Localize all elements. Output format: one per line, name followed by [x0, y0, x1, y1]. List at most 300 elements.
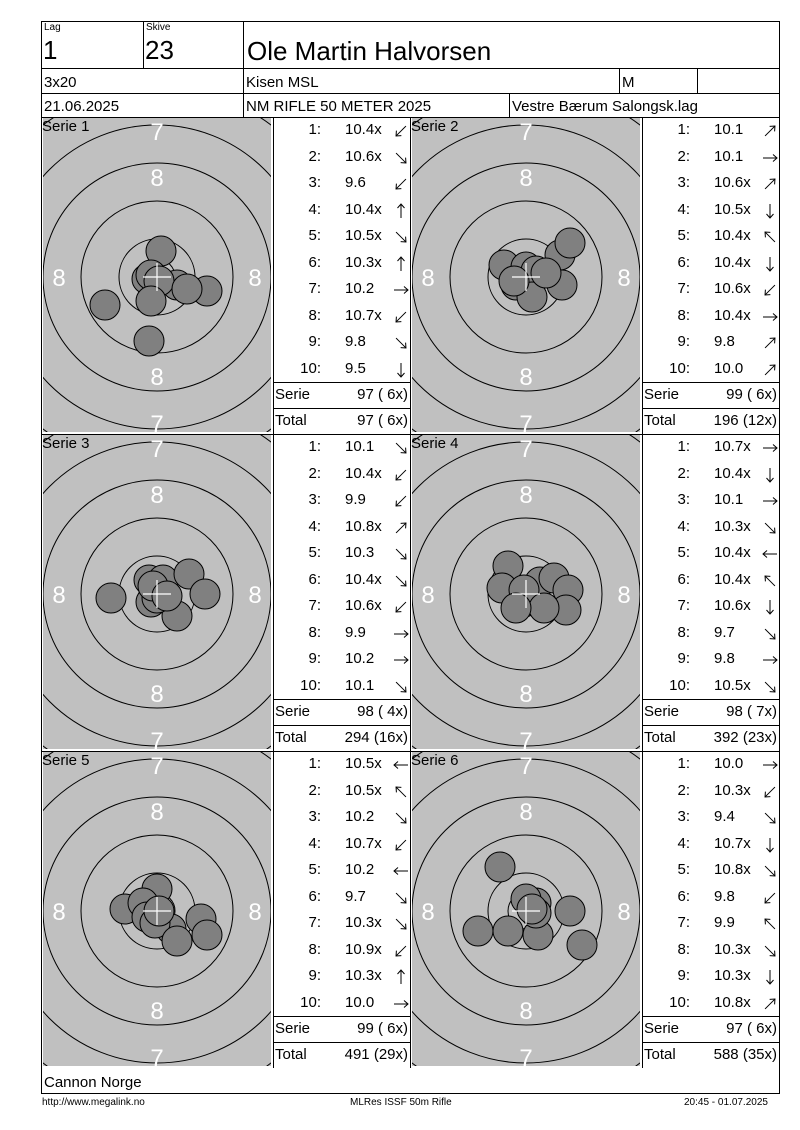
serie-sum — [273, 703, 410, 727]
shot-value: 10.3x — [345, 967, 382, 984]
shot-value: 10.1 — [714, 121, 744, 138]
shot-number: 4: — [308, 517, 321, 535]
shot-number: 1: — [677, 438, 690, 455]
shot-row — [648, 967, 778, 993]
ring-number: 8 — [150, 482, 164, 509]
direction-arrow-icon — [760, 625, 780, 643]
shot-row — [648, 280, 778, 306]
shot-row — [279, 121, 409, 147]
direction-arrow-icon — [391, 255, 411, 273]
shot-value: 10.0 — [714, 359, 744, 377]
serie-total-value: 294 (16x) — [344, 729, 408, 746]
shot-number: 3: — [677, 174, 690, 191]
direction-arrow-icon — [760, 572, 780, 590]
series-label: Serie 6 — [411, 752, 459, 769]
ring-number: 8 — [519, 165, 533, 192]
shot-hole — [517, 894, 547, 924]
direction-arrow-icon — [391, 281, 411, 299]
ring-number: 8 — [519, 681, 533, 708]
serie-total-label: Total — [644, 1046, 676, 1063]
shot-number: 5: — [677, 227, 690, 244]
shot-number: 7: — [308, 597, 321, 614]
shot-row — [648, 491, 778, 517]
header-block — [41, 21, 779, 117]
direction-arrow-icon — [760, 281, 780, 299]
shot-number: 8: — [308, 623, 321, 641]
club-short: Kisen MSL — [246, 74, 319, 91]
lag-value: 1 — [43, 35, 58, 65]
shot-hole — [172, 274, 202, 304]
serie-total-label: Total — [275, 1046, 307, 1063]
serie-sum-value: 98 ( 7x) — [726, 703, 777, 720]
club-name: Vestre Bærum Salongsk.lag — [512, 98, 698, 115]
shot-number: 8: — [677, 940, 690, 958]
shot-value: 10.6x — [345, 597, 382, 614]
footer-url[interactable]: http://www.megalink.no — [42, 1097, 145, 1108]
direction-arrow-icon — [760, 889, 780, 907]
shot-row — [648, 174, 778, 200]
shot-row — [279, 597, 409, 623]
direction-arrow-icon — [391, 122, 411, 140]
shot-value: 10.4x — [714, 544, 751, 561]
shot-row — [279, 888, 409, 914]
serie-sum-value: 97 ( 6x) — [357, 386, 408, 403]
shot-row — [279, 201, 409, 227]
direction-arrow-icon — [391, 334, 411, 352]
direction-arrow-icon — [391, 361, 411, 379]
direction-arrow-icon — [391, 836, 411, 854]
shot-row — [279, 941, 409, 967]
shot-number: 3: — [308, 808, 321, 825]
shot-value: 10.1 — [714, 491, 744, 508]
shot-row — [648, 624, 778, 650]
direction-arrow-icon — [760, 466, 780, 484]
serie-sum — [642, 1020, 779, 1044]
direction-arrow-icon — [391, 466, 411, 484]
shot-number: 8: — [677, 623, 690, 641]
shot-number: 10: — [669, 993, 690, 1011]
shot-value: 10.1 — [345, 676, 375, 694]
ring-number: 7 — [519, 1045, 533, 1066]
shot-row — [279, 280, 409, 306]
ring-number: 8 — [52, 899, 66, 926]
serie-total-value: 97 ( 6x) — [357, 412, 408, 429]
ring-number: 7 — [150, 1045, 164, 1066]
direction-arrow-icon — [391, 492, 411, 510]
serie-sum — [273, 1020, 410, 1044]
shot-number: 5: — [308, 544, 321, 561]
direction-arrow-icon — [760, 149, 780, 167]
direction-arrow-icon — [391, 519, 411, 537]
ring-number: 8 — [617, 582, 631, 609]
series-label: Serie 2 — [411, 118, 459, 135]
shot-value: 10.2 — [345, 861, 375, 878]
serie-total — [642, 729, 779, 753]
shot-row — [648, 755, 778, 781]
direction-arrow-icon — [391, 783, 411, 801]
direction-arrow-icon — [391, 968, 411, 986]
shot-row — [279, 518, 409, 544]
direction-arrow-icon — [391, 598, 411, 616]
shot-value: 10.6x — [714, 280, 751, 297]
ring-number: 8 — [617, 899, 631, 926]
shot-value: 10.3 — [345, 544, 375, 561]
serie-total-value: 196 (12x) — [713, 412, 777, 429]
serie-total — [273, 412, 410, 436]
ring-number: 7 — [150, 728, 164, 749]
shot-value: 9.7 — [714, 623, 735, 641]
shot-number: 8: — [308, 306, 321, 324]
ring-number: 7 — [519, 753, 533, 780]
serie-total — [273, 729, 410, 753]
ring-number: 7 — [150, 436, 164, 463]
shot-row — [648, 808, 778, 834]
shot-value: 9.7 — [345, 887, 366, 905]
shot-hole — [555, 228, 585, 258]
shot-value: 10.5x — [345, 227, 382, 244]
direction-arrow-icon — [760, 836, 780, 854]
shot-hole — [493, 916, 523, 946]
shot-value: 10.3x — [714, 781, 751, 799]
shot-row — [279, 835, 409, 861]
shot-row — [648, 227, 778, 253]
skive-value: 23 — [145, 35, 174, 65]
footer-block — [41, 1068, 780, 1094]
ring-number: 7 — [519, 119, 533, 146]
ring-number: 8 — [248, 899, 262, 926]
shot-value: 9.8 — [345, 333, 366, 350]
series-label: Serie 3 — [42, 435, 90, 452]
direction-arrow-icon — [760, 439, 780, 457]
shot-row — [279, 571, 409, 597]
shot-number: 4: — [677, 200, 690, 218]
shot-value: 10.7x — [714, 438, 751, 455]
direction-arrow-icon — [391, 862, 411, 880]
shot-number: 9: — [677, 967, 690, 984]
shot-row — [279, 254, 409, 280]
shot-hole — [463, 916, 493, 946]
ring-number: 8 — [150, 998, 164, 1025]
shot-value: 10.5x — [345, 781, 382, 799]
shot-value: 10.6x — [714, 597, 751, 614]
sponsor: Cannon Norge — [44, 1074, 142, 1091]
shot-number: 7: — [677, 280, 690, 297]
shot-row — [648, 835, 778, 861]
ring-number: 7 — [150, 119, 164, 146]
direction-arrow-icon — [391, 149, 411, 167]
shot-value: 9.8 — [714, 650, 735, 667]
direction-arrow-icon — [391, 228, 411, 246]
shot-value: 10.9x — [345, 940, 382, 958]
direction-arrow-icon — [760, 995, 780, 1013]
serie-total-value: 491 (29x) — [344, 1046, 408, 1063]
serie-sum-label: Serie — [275, 386, 311, 403]
shot-number: 7: — [308, 914, 321, 931]
shot-number: 6: — [308, 253, 321, 271]
shot-number: 7: — [677, 597, 690, 614]
serie-total-value: 588 (35x) — [713, 1046, 777, 1063]
direction-arrow-icon — [391, 545, 411, 563]
shot-value: 10.4x — [714, 227, 751, 244]
shot-value: 10.1 — [714, 147, 744, 165]
direction-arrow-icon — [391, 809, 411, 827]
ring-number: 8 — [421, 899, 435, 926]
serie-total-label: Total — [644, 412, 676, 429]
shot-hole — [531, 258, 561, 288]
shot-value: 10.3x — [714, 940, 751, 958]
shot-row — [279, 544, 409, 570]
shooter-name: Ole Martin Halvorsen — [247, 36, 492, 66]
shot-hole — [162, 926, 192, 956]
shot-number: 2: — [308, 781, 321, 799]
serie-sum-value: 99 ( 6x) — [357, 1020, 408, 1037]
direction-arrow-icon — [760, 862, 780, 880]
shot-number: 5: — [677, 861, 690, 878]
ring-number: 7 — [519, 411, 533, 432]
direction-arrow-icon — [760, 598, 780, 616]
direction-arrow-icon — [391, 915, 411, 933]
shot-value: 10.8x — [714, 861, 751, 878]
direction-arrow-icon — [760, 492, 780, 510]
direction-arrow-icon — [760, 122, 780, 140]
shot-number: 7: — [308, 280, 321, 297]
direction-arrow-icon — [760, 255, 780, 273]
direction-arrow-icon — [760, 678, 780, 696]
shot-value: 9.8 — [714, 887, 735, 905]
shot-number: 1: — [308, 121, 321, 138]
shot-number: 9: — [308, 650, 321, 667]
shot-value: 10.2 — [345, 650, 375, 667]
shot-value: 10.7x — [345, 834, 382, 852]
shot-value: 10.4x — [714, 570, 751, 588]
direction-arrow-icon — [391, 439, 411, 457]
ring-number: 7 — [519, 728, 533, 749]
shot-number: 6: — [677, 253, 690, 271]
shot-row — [279, 861, 409, 887]
shot-number: 3: — [677, 491, 690, 508]
shot-value: 10.4x — [345, 200, 382, 218]
serie-sum — [273, 386, 410, 410]
direction-arrow-icon — [760, 175, 780, 193]
shot-number: 4: — [308, 200, 321, 218]
direction-arrow-icon — [760, 756, 780, 774]
shot-value: 10.4x — [345, 121, 382, 138]
ring-number: 8 — [52, 582, 66, 609]
shot-hole — [499, 266, 529, 296]
shot-value: 10.3x — [714, 517, 751, 535]
target-serie-6 — [412, 752, 640, 1066]
direction-arrow-icon — [760, 651, 780, 669]
shot-number: 1: — [308, 438, 321, 455]
shot-number: 1: — [308, 755, 321, 772]
series-label: Serie 1 — [42, 118, 90, 135]
shot-number: 10: — [669, 359, 690, 377]
serie-sum-label: Serie — [644, 386, 680, 403]
direction-arrow-icon — [760, 783, 780, 801]
shot-row — [648, 465, 778, 491]
direction-arrow-icon — [760, 968, 780, 986]
event-name: NM RIFLE 50 METER 2025 — [246, 98, 432, 115]
serie-total — [273, 1046, 410, 1070]
shot-value: 10.5x — [714, 200, 751, 218]
shot-number: 6: — [677, 570, 690, 588]
direction-arrow-icon — [760, 942, 780, 960]
shot-value: 10.5x — [714, 676, 751, 694]
direction-arrow-icon — [760, 202, 780, 220]
shot-row — [648, 650, 778, 676]
shot-row — [648, 782, 778, 808]
shot-value: 10.4x — [714, 464, 751, 482]
date: 21.06.2025 — [44, 98, 120, 115]
ring-number: 8 — [150, 165, 164, 192]
shot-value: 9.9 — [345, 491, 366, 508]
shot-number: 8: — [677, 306, 690, 324]
shot-value: 10.4x — [714, 306, 751, 324]
shot-number: 7: — [677, 914, 690, 931]
shot-hole — [192, 920, 222, 950]
shot-row — [648, 438, 778, 464]
shot-number: 10: — [300, 676, 321, 694]
shot-row — [648, 888, 778, 914]
shot-value: 10.6x — [345, 147, 382, 165]
direction-arrow-icon — [391, 651, 411, 669]
direction-arrow-icon — [391, 995, 411, 1013]
series-grid — [41, 117, 780, 1068]
ring-number: 8 — [617, 265, 631, 292]
serie-total-label: Total — [275, 729, 307, 746]
shot-row — [648, 941, 778, 967]
shot-value: 9.4 — [714, 808, 735, 825]
shot-value: 10.7x — [345, 306, 382, 324]
series-label: Serie 5 — [42, 752, 90, 769]
shot-row — [279, 624, 409, 650]
shot-number: 5: — [308, 227, 321, 244]
shot-hole — [136, 286, 166, 316]
shot-value: 10.3x — [345, 914, 382, 931]
shot-row — [648, 307, 778, 333]
shot-hole — [96, 583, 126, 613]
serie-sum-label: Serie — [644, 1020, 680, 1037]
footer-printed: 20:45 - 01.07.2025 — [684, 1097, 768, 1108]
shot-row — [648, 597, 778, 623]
shot-row — [279, 782, 409, 808]
shot-hole — [134, 326, 164, 356]
direction-arrow-icon — [760, 334, 780, 352]
shot-value: 9.9 — [345, 623, 366, 641]
direction-arrow-icon — [391, 175, 411, 193]
serie-sum-label: Serie — [275, 703, 311, 720]
shot-number: 9: — [677, 333, 690, 350]
shot-hole — [485, 852, 515, 882]
shot-number: 9: — [308, 333, 321, 350]
shot-row — [279, 333, 409, 359]
direction-arrow-icon — [391, 942, 411, 960]
ring-number: 8 — [519, 998, 533, 1025]
shot-row — [279, 491, 409, 517]
direction-arrow-icon — [391, 678, 411, 696]
serie-sum-value: 98 ( 4x) — [357, 703, 408, 720]
serie-sum-label: Serie — [644, 703, 680, 720]
lag-label: Lag — [44, 22, 61, 33]
shot-row — [648, 148, 778, 174]
shot-row — [279, 967, 409, 993]
shot-number: 1: — [677, 755, 690, 772]
shot-value: 10.0 — [345, 993, 375, 1011]
shot-number: 10: — [300, 359, 321, 377]
ring-number: 8 — [519, 799, 533, 826]
shot-value: 10.5x — [345, 755, 382, 772]
shot-value: 10.3x — [345, 253, 382, 271]
serie-total-label: Total — [644, 729, 676, 746]
shot-row — [279, 438, 409, 464]
shot-row — [279, 650, 409, 676]
serie-sum-label: Serie — [275, 1020, 311, 1037]
shot-row — [648, 861, 778, 887]
direction-arrow-icon — [760, 308, 780, 326]
shot-value: 10.2 — [345, 280, 375, 297]
shot-value: 9.6 — [345, 174, 366, 191]
shot-value: 10.8x — [714, 993, 751, 1011]
serie-sum — [642, 703, 779, 727]
shot-hole — [90, 290, 120, 320]
shot-value: 9.9 — [714, 914, 735, 931]
ring-number: 7 — [519, 436, 533, 463]
shot-row — [648, 254, 778, 280]
direction-arrow-icon — [760, 545, 780, 563]
shot-row — [279, 174, 409, 200]
skive-label: Skive — [146, 22, 171, 33]
shot-number: 10: — [669, 676, 690, 694]
shot-number: 3: — [677, 808, 690, 825]
shot-hole — [529, 593, 559, 623]
ring-number: 8 — [248, 265, 262, 292]
shot-number: 5: — [308, 861, 321, 878]
serie-sum-value: 97 ( 6x) — [726, 1020, 777, 1037]
ring-number: 8 — [248, 582, 262, 609]
ring-number: 8 — [421, 265, 435, 292]
shot-value: 10.8x — [345, 517, 382, 535]
shot-value: 10.2 — [345, 808, 375, 825]
shot-row — [279, 227, 409, 253]
shot-number: 10: — [300, 993, 321, 1011]
program: 3x20 — [44, 74, 77, 91]
shot-value: 10.1 — [345, 438, 375, 455]
shot-number: 4: — [677, 517, 690, 535]
shot-row — [648, 333, 778, 359]
shot-number: 2: — [308, 464, 321, 482]
shot-number: 8: — [308, 940, 321, 958]
shot-value: 10.6x — [714, 174, 751, 191]
shot-hole — [190, 579, 220, 609]
shot-value: 10.4x — [714, 253, 751, 271]
ring-number: 8 — [519, 364, 533, 391]
shot-row — [648, 201, 778, 227]
series-label: Serie 4 — [411, 435, 459, 452]
shot-row — [279, 465, 409, 491]
shot-number: 2: — [677, 781, 690, 799]
target-serie-4 — [412, 435, 640, 749]
ring-number: 7 — [150, 411, 164, 432]
shot-number: 4: — [677, 834, 690, 852]
ring-number: 8 — [52, 265, 66, 292]
shot-number: 3: — [308, 174, 321, 191]
ring-number: 8 — [150, 799, 164, 826]
direction-arrow-icon — [391, 889, 411, 907]
serie-sum-value: 99 ( 6x) — [726, 386, 777, 403]
shot-number: 4: — [308, 834, 321, 852]
shot-number: 2: — [677, 464, 690, 482]
direction-arrow-icon — [760, 361, 780, 379]
